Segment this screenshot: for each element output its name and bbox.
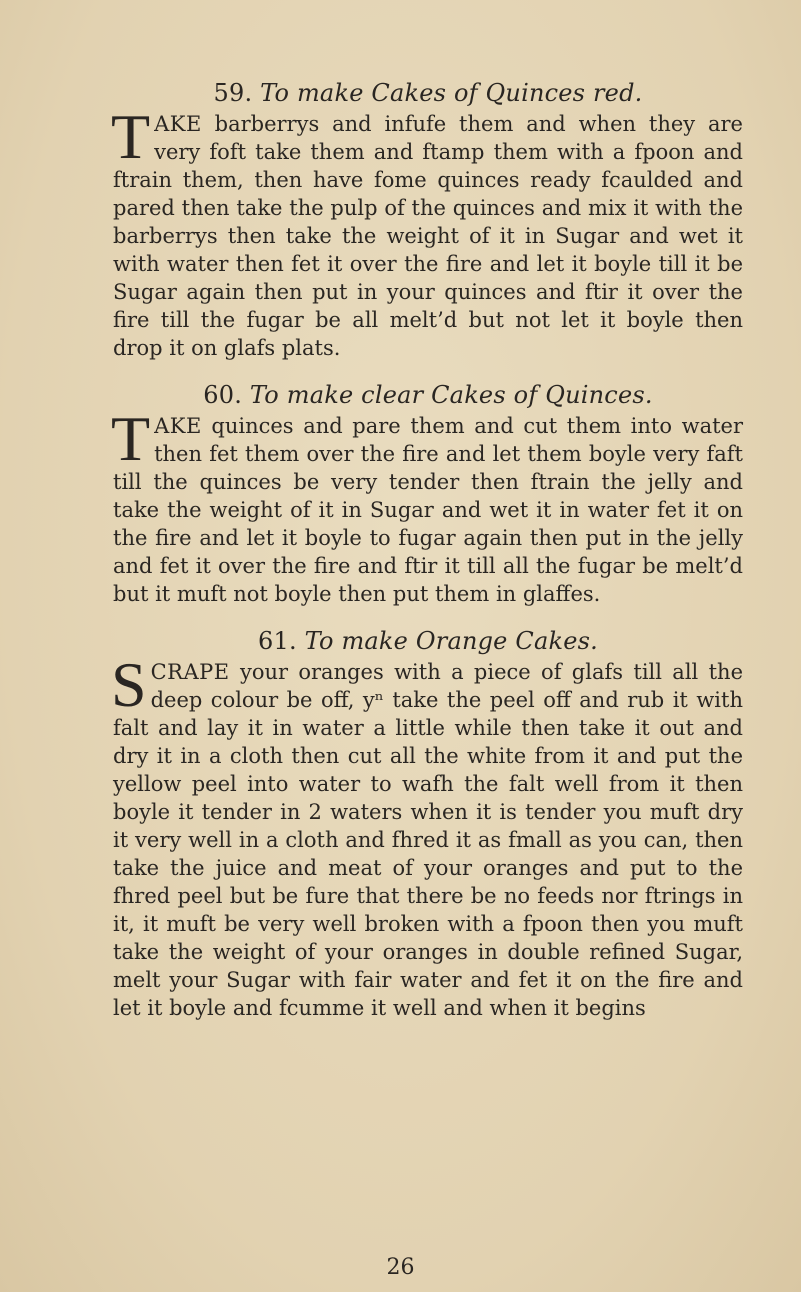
- recipe-number: 61.: [258, 627, 297, 655]
- recipe-number: 60.: [203, 381, 243, 409]
- lead-word: CRAPE: [150, 660, 230, 684]
- drop-cap: S: [111, 649, 147, 720]
- text-column: [113, 76, 743, 1028]
- recipe-61: [113, 624, 743, 1022]
- lead-word: AKE: [154, 112, 202, 136]
- recipe-title: To make Orange Cakes.: [304, 627, 598, 655]
- recipe-body: barberrys and infufe them and when they are very foft take them and ftamp them with a fpoon and ftrain them, then have fome quinces ready fcaulded and pared then take the pulp of the quinces and mix it with the barberrys then take the weight of it in Sugar and wet it with water then fet it over the fire and let it boyle till it be Sugar again then put in your quinces and ftir it over the fire till the fugar be all melt’d but not let it boyle then drop it on glafs plats.: [113, 112, 743, 360]
- page-number: 26: [386, 1255, 415, 1280]
- recipe-59: [113, 76, 743, 362]
- recipe-body: your oranges with a piece of glafs till all the deep colour be off, yⁿ take the peel off and rub it with falt and lay it in water a little while then take it out and dry it in a cloth then cut all the white from it and put the yellow peel into water to wafh the falt well from it then boyle it tender in 2 waters when it is tender you muft dry it very well in a cloth and fhred it as fmall as you can, then take the juice and meat of your oranges and put to the fhred peel but be fure that there be no feeds nor ftrings in it, it muft be very well broken with a fpoon then you muft take the weight of your oranges in double refined Sugar, melt your Sugar with fair water and fet it on the fire and let it boyle and fcumme it well and when it begins: [113, 660, 743, 1020]
- recipe-title: To make clear Cakes of Quinces.: [249, 381, 653, 409]
- lead-word: AKE: [154, 414, 202, 438]
- recipe-60: [113, 378, 743, 608]
- recipe-text: [111, 101, 743, 362]
- recipe-body: quinces and pare them and cut them into water then fet them over the fire and let them boyle very faft till the quinces be very tender then ftrain the jelly and take the weight of it in Sugar and wet it in water fet it on the fire and let it boyle to fugar again then put in the jelly and fet it over the fire and ftir it till all the fugar be melt’d but it muft not boyle then put them in glaffes.: [113, 414, 743, 606]
- recipe-heading: [113, 624, 743, 658]
- drop-cap: T: [111, 403, 151, 474]
- drop-cap: T: [111, 101, 151, 172]
- recipe-heading: [113, 378, 743, 412]
- recipe-text: [111, 649, 743, 1022]
- recipe-heading: [113, 76, 743, 110]
- recipe-title: To make Cakes of Quinces red.: [260, 79, 643, 107]
- recipe-text: [111, 403, 743, 608]
- recipe-number: 59.: [213, 79, 253, 107]
